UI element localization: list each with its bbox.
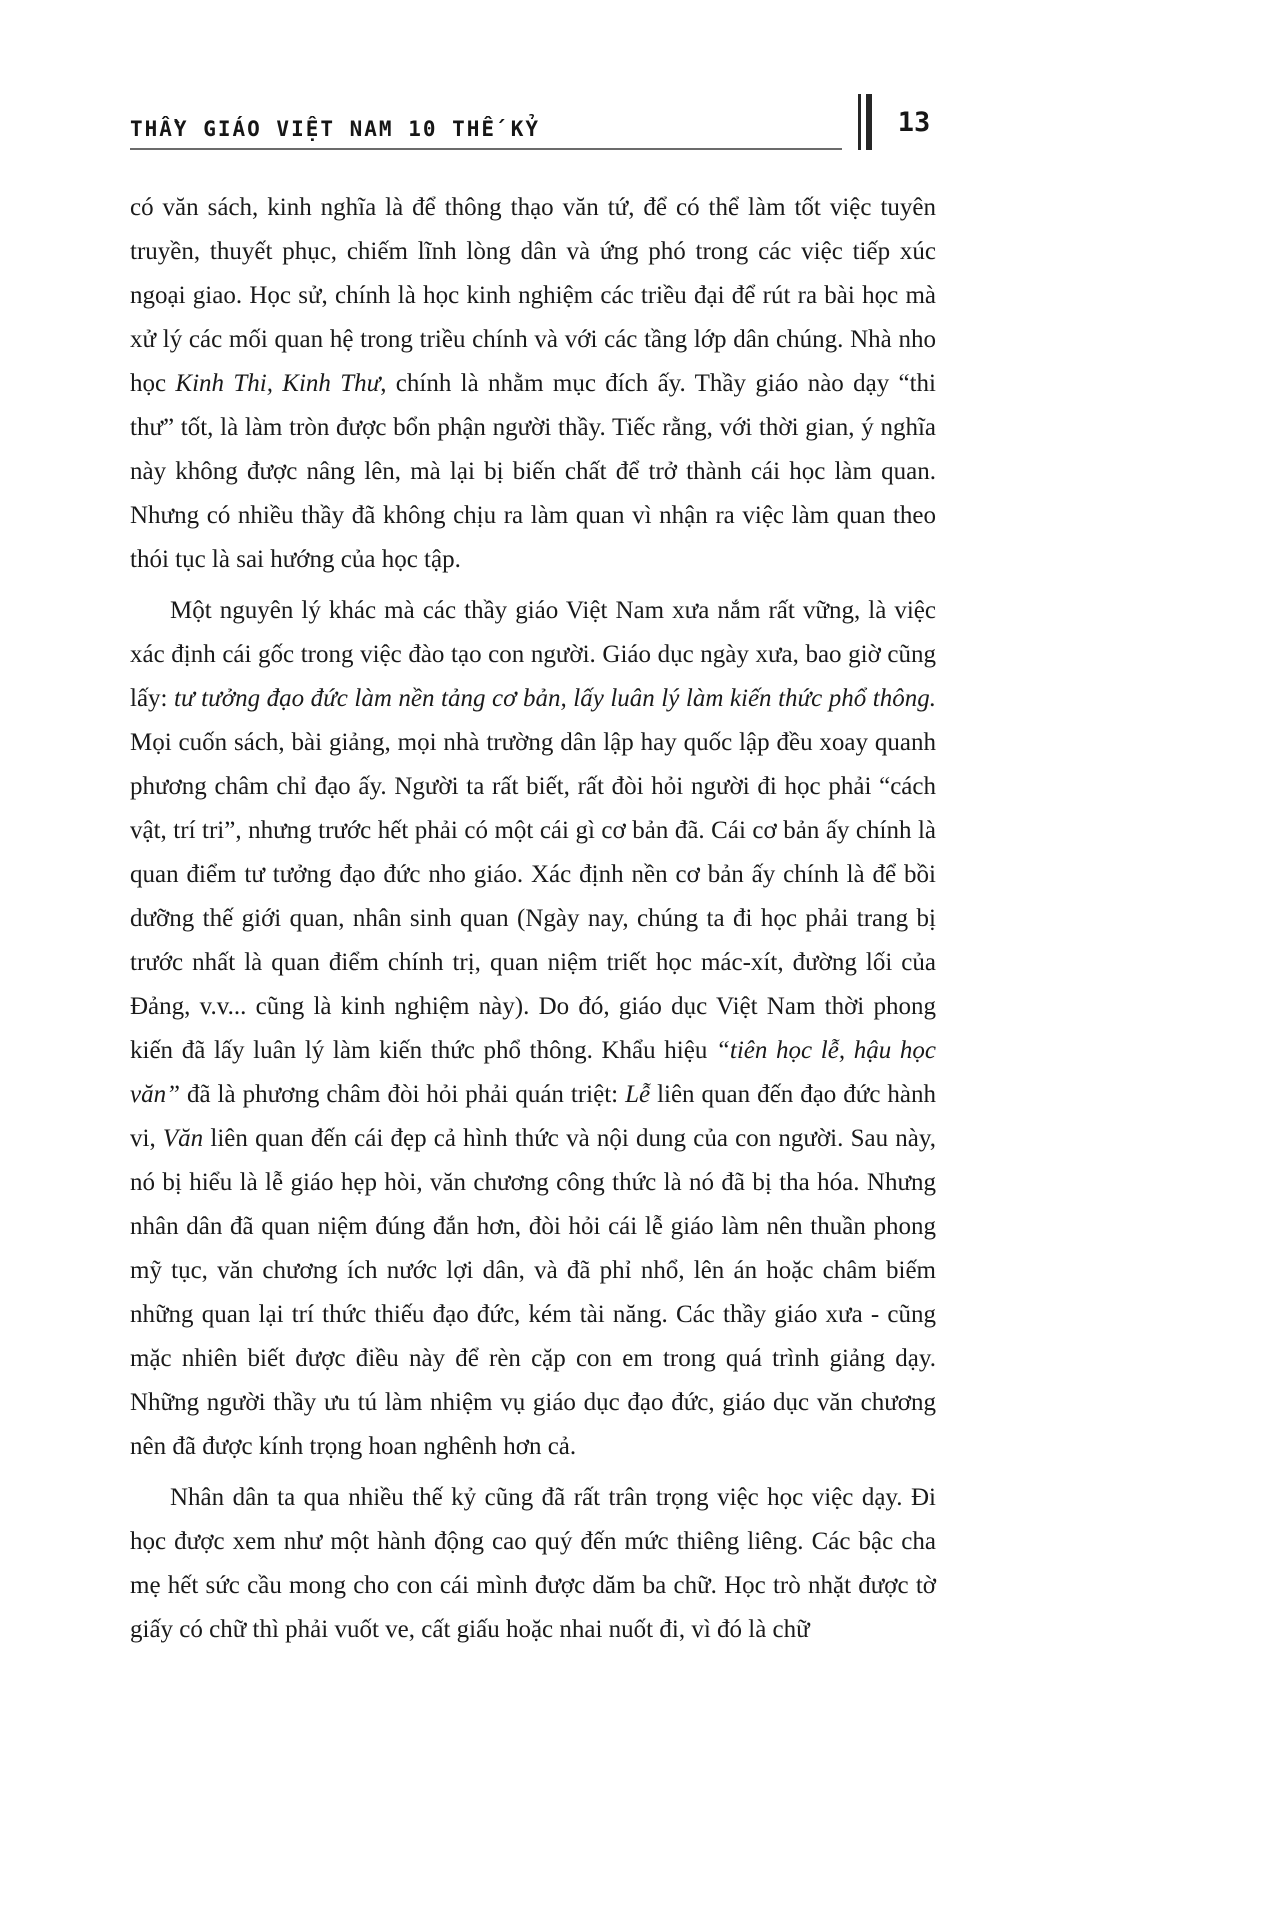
header-rule [130,148,842,150]
title-block [130,117,842,150]
text-run: có văn sách, kinh nghĩa là để thông thạo văn tứ, để có thể làm tốt việc tuyên truyền, thuyết phục, chiếm lĩnh lòng dân và ứng phó trong các việc tiếp xúc ngoại giao. Học sử, chính là học kinh nghiệm các triều đại để rút ra bài học mà xử lý các mối quan hệ trong triều chính và với các tầng lớp dân chúng. Nhà nho học [130,194,936,397]
page-body [130,186,936,1659]
italic-run: “tiên học lễ, hậu học văn” [130,1037,936,1108]
paragraph [130,186,936,582]
divider-bar-icon [858,94,861,150]
text-run: Mọi cuốn sách, bài giảng, mọi nhà trường dân lập hay quốc lập đều xoay quanh phương châm chỉ đạo ấy. Người ta rất biết, rất đòi hỏi người đi học phải “cách vật, trí tri”, nhưng trước hết phải có một cái gì cơ bản đã. Cái cơ bản ấy chính là quan điểm tư tưởng đạo đức nho giáo. Xác định nền cơ bản ấy chính là để bồi dưỡng thế giới quan, nhân sinh quan (Ngày nay, chúng ta đi học phải trang bị trước nhất là quan điểm chính trị, quan niệm triết học mác-xít, đường lối của Đảng, v.v... cũng là kinh nghiệm này). Do đó, giáo dục Việt Nam thời phong kiến đã lấy luân lý làm kiến thức phổ thông. Khẩu hiệu [130,729,936,1064]
text-run: Nhân dân ta qua nhiều thế kỷ cũng đã rất trân trọng việc học việc dạy. Đi học được xem như một hành động cao quý đến mức thiêng liêng. Các bậc cha mẹ hết sức cầu mong cho con cái mình được dăm ba chữ. Học trò nhặt được tờ giấy có chữ thì phải vuốt ve, cất giấu hoặc nhai nuốt đi, vì đó là chữ [130,1484,936,1643]
text-run: liên quan đến đạo đức hành vi, [130,1081,936,1152]
double-bar-divider [858,94,872,150]
italic-run: tư tưởng đạo đức làm nền tảng cơ bản, lấy luân lý làm kiến thức phổ thông. [174,685,936,712]
paragraph [130,589,936,1469]
text-run: đã là phương châm đòi hỏi phải quán triệt: [180,1081,626,1108]
page-number: 13 [897,106,931,138]
page-header [130,94,936,150]
text-run: Một nguyên lý khác mà các thầy giáo Việt Nam xưa nắm rất vững, là việc xác định cái gốc trong việc đào tạo con người. Giáo dục ngày xưa, bao giờ cũng lấy: [130,597,936,712]
italic-run: Văn [162,1125,204,1152]
divider-bar-icon [866,94,872,150]
paragraph [130,1476,936,1652]
text-run: liên quan đến cái đẹp cả hình thức và nội dung của con người. Sau này, nó bị hiểu là lễ giáo hẹp hòi, văn chương công thức là nó đã bị tha hóa. Nhưng nhân dân đã quan niệm đúng đắn hơn, đòi hỏi cái lễ giáo làm nên thuần phong mỹ tục, văn chương ích nước lợi dân, và đã phỉ nhổ, lên án hoặc châm biếm những quan lại trí thức thiếu đạo đức, kém tài năng. Các thầy giáo xưa - cũng mặc nhiên biết được điều này để rèn cặp con em trong quá trình giảng dạy. Những người thầy ưu tú làm nhiệm vụ giáo dục đạo đức, giáo dục văn chương nên đã được kính trọng hoan nghênh hơn cả. [130,1125,936,1460]
italic-run: Kinh Thi, Kinh Thư [175,370,381,397]
italic-run: Lễ [625,1081,651,1108]
book-title: THẦY GIÁO VIỆT NAM 10 THẾ KỶ [130,117,541,141]
text-run: , chính là nhằm mục đích ấy. Thầy giáo nào dạy “thi thư” tốt, là làm tròn được bổn phận người thầy. Tiếc rằng, với thời gian, ý nghĩa này không được nâng lên, mà lại bị biến chất để trở thành cái học làm quan. Nhưng có nhiều thầy đã không chịu ra làm quan vì nhận ra việc làm quan theo thói tục là sai hướng của học tập. [130,370,936,573]
